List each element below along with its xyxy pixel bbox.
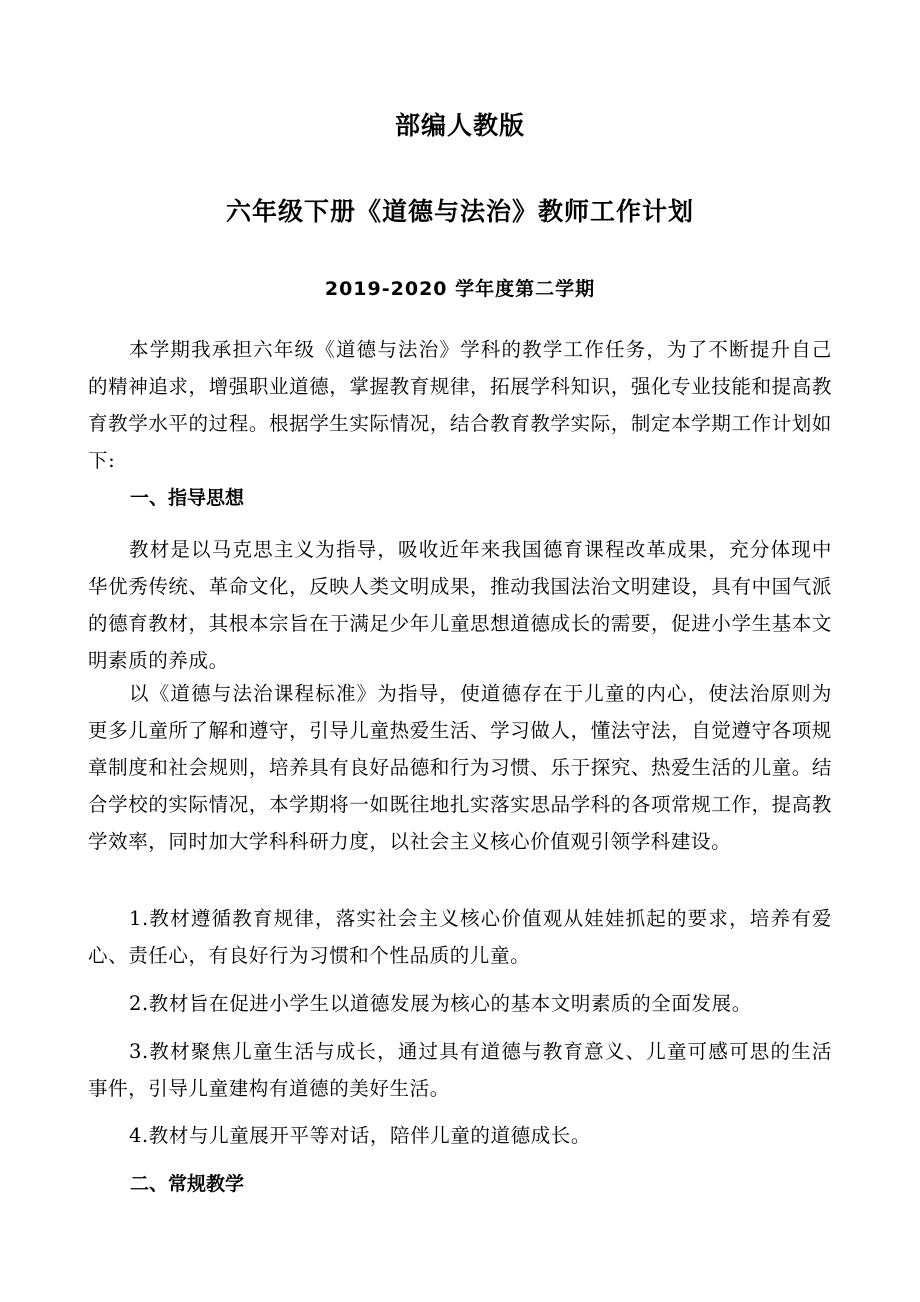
section1-item-4-block xyxy=(88,1117,832,1154)
intro-block xyxy=(88,331,832,479)
section1-paragraph-1-block xyxy=(88,531,832,679)
publisher-title: 部编人教版 xyxy=(394,111,525,140)
section1-item-2: 2.教材旨在促进小学生以道德发展为核心的基本文明素质的全面发展。 xyxy=(129,992,752,1015)
section1-item-3: 3.教材聚焦儿童生活与成长，通过具有道德与教育意义、儿童可感可思的生活事件，引导儿童建构有道德的美好生活。 xyxy=(88,1040,832,1100)
section1-paragraph-1: 教材是以马克思主义为指导，吸收近年来我国德育课程改革成果，充分体现中华优秀传统、革命文化，反映人类文明成果，推动我国法治文明建设，具有中国气派的德育教材，其根本宗旨在于满足少年儿童思想道德成长的需要，促进小学生基本文明素质的养成。 xyxy=(88,538,832,672)
section1-heading: 一、指导思想 xyxy=(130,487,245,509)
section1-paragraph-2: 以《道德与法治课程标准》为指导，使道德存在于儿童的内心，使法治原则为更多儿童所了解和遵守，引导儿童热爱生活、学习做人，懂法守法，自觉遵守各项规章制度和社会规则，培养具有良好品德和行为习惯、乐于探究、热爱生活的儿童。结合学校的实际情况，本学期将一如既往地扎实落实思品学科的各项常规工作，提高教学效率，同时加大学科科研力度，以社会主义核心价值观引领学科建设。 xyxy=(88,682,832,853)
section1-item-1: 1.教材遵循教育规律，落实社会主义核心价值观从娃娃抓起的要求，培养有爱心、责任心，有良好行为习惯和个性品质的儿童。 xyxy=(88,907,832,967)
section1-item-4: 4.教材与儿童展开平等对话，陪伴儿童的道德成长。 xyxy=(129,1124,592,1147)
section2-heading: 二、常规教学 xyxy=(130,1173,245,1195)
term-subtitle: 2019-2020 学年度第二学期 xyxy=(324,278,596,300)
section1-item-2-block xyxy=(88,985,832,1022)
section1-item-1-block xyxy=(88,900,832,974)
document-title: 六年级下册《道德与法治》教师工作计划 xyxy=(225,197,694,226)
section1-item-3-block xyxy=(88,1033,832,1107)
intro-paragraph: 本学期我承担六年级《道德与法治》学科的教学工作任务，为了不断提升自己的精神追求，增强职业道德，掌握教育规律，拓展学科知识，强化专业技能和提高教育教学水平的过程。根据学生实际情况，结合教育教学实际，制定本学期工作计划如下: xyxy=(88,338,832,472)
section1-paragraph-2-block xyxy=(88,675,832,860)
